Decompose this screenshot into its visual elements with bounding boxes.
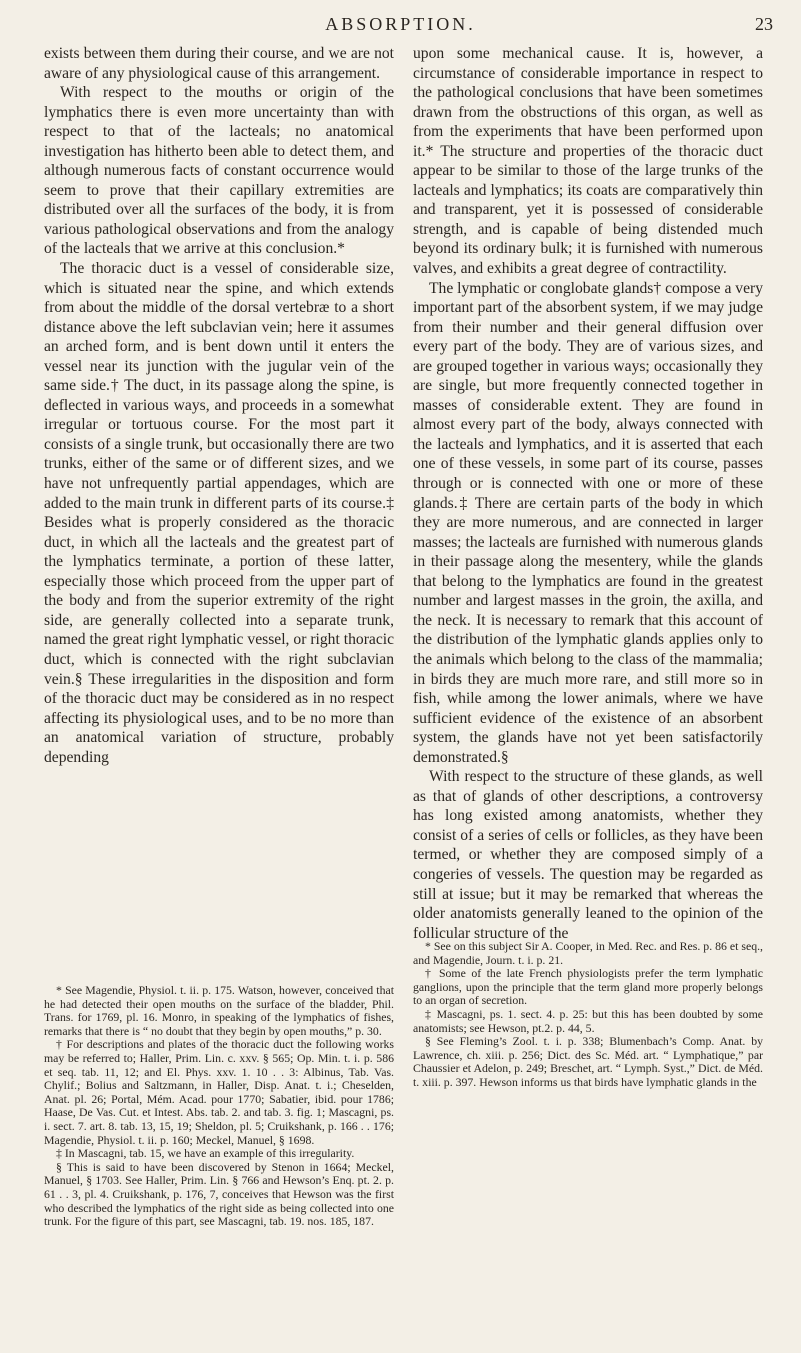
- footnote: * See Magendie, Physiol. t. ii. p. 175. Watson, however, conceived that he had detected their open mouths on the surface of the bladder, Phil. Trans. for 1769, pl. 16. Monro, in speaking of the lymphatics of fishes, remarks that there is “ no doubt that they begin by open mouths,” p. 30.: [44, 983, 394, 1038]
- paragraph: exists between them during their course, and we are not aware of any physiological cause of this arrangement.: [44, 45, 394, 82]
- page-header: [0, 10, 801, 40]
- right-column: [413, 44, 763, 1089]
- footnote: † Some of the late French physiologists prefer the term lymphatic ganglions, upon the principle that the term gland more properly belongs to an organ of secretion.: [413, 966, 763, 1008]
- footnote: * See on this subject Sir A. Cooper, in Med. Rec. and Res. p. 86 et seq., and Magendie, Journ. t. i. p. 21.: [413, 939, 763, 967]
- page-number: 23: [755, 14, 773, 34]
- footnotes: [44, 984, 394, 1229]
- footnote: ‡ Mascagni, ps. 1. sect. 4. p. 25: but this has been doubted by some anatomists; see Hewson, pt.2. p. 44, 5.: [413, 1006, 763, 1035]
- footnotes: [413, 940, 763, 1090]
- footnote: § See Fleming’s Zool. t. i. p. 338; Blumenbach’s Comp. Anat. by Lawrence, ch. xiii. p. 256; Dict. des Sc. Méd. art. “ Lymphatique,” par Chaussier et Adelon, p. 249; Breschet, art. “ Lymph. Syst.,” Dict. de Méd. t. xiii. p. 397. Hewson informs us that birds have lymphatic glands in the: [413, 1034, 763, 1089]
- left-column: [44, 44, 394, 1229]
- paragraph: With respect to the mouths or origin of the lymphatics there is even more uncertainty than with respect to that of the lacteals; no anatomical investigation has hitherto been able to detect them, and although numerous facts of constant occurrence would seem to prove that their capillary extremities are distributed over all the surfaces of the body, it is from various pathological observations and from the analogy of the lacteals that we arrive at this conclusion.*: [44, 84, 394, 258]
- paragraph: With respect to the structure of these glands, as well as that of glands of other descriptions, a controversy has long existed among anatomists, whether they consist of a series of cells or follicles, as they have been termed, or whether they are composed simply of a congeries of vessels. The question may be regarded as still at issue; but it may be remarked that whereas the older anatomists generally leaned to the opinion of the follicular structure of the: [413, 768, 763, 942]
- paragraph: The lymphatic or conglobate glands† compose a very important part of the absorbent system, if we may judge from their number and their general diffusion over every part of the body. They are of various sizes, and are grouped together in various ways; occasionally they are single, but more frequently connected together in masses of considerable extent. They are found in almost every part of the body, always connected with the lacteals and lymphatics, and it is asserted that each one of these vessels, in some part of its course, passes through or is connected with one or more of these glands.‡ There are certain parts of the body in which they are more numerous, and are connected in larger masses; the lacteals are furnished with numerous glands in their passage along the mesentery, while the glands that belong to the lymphatics are found in the greatest number and largest masses in the groin, the axilla, and the neck. It is necessary to remark that this account of the distribution of the lymphatic glands applies only to the animals which belong to the class of the mammalia; in birds they are much more rare, and still more so in fish, while among the lower animals, where we have sufficient evidence of the existence of an absorbent system, the glands have not yet been satisfactorily demonstrated.§: [413, 279, 763, 766]
- footnote: † For descriptions and plates of the thoracic duct the following works may be referred to; Haller, Prim. Lin. c. xxv. § 565; Op. Min. t. i. p. 586 et seq. tab. 11, 12; and El. Phys. xxv. 1. 10 . . 3: Albinus, Tab. Vas. Chylif.; Bolius and Saltzmann, in Haller, Disp. Anat. t. i.; Cheselden, Anat. pl. 26; Portal, Mém. Acad. pour 1770; Sabatier, ibid. pour 1786; Haase, De Vas. Cut. et Intest. Abs. tab. 2. and tab. 3. fig. 1; Mascagni, ps. i. sect. 7. art. 8. tab. 13, 15, 19; Sheldon, pl. 5; Cruikshank, p. 166 . . 176; Magendie, Physiol. t. ii. p. 160; Meckel, Manuel, § 1698.: [44, 1037, 394, 1147]
- footnote: ‡ In Mascagni, tab. 15, we have an example of this irregularity.: [56, 1146, 355, 1161]
- paragraph: The thoracic duct is a vessel of considerable size, which is situated near the spine, and which extends from about the middle of the dorsal vertebræ to a short distance above the left subclavian vein; here it assumes an arched form, and is bent down until it enters the vessel near its junction with the jugular vein of the same side.† The duct, in its passage along the spine, is deflected in various ways, and proceeds in a somewhat irregular or tortuous course. For the most part it consists of a single trunk, but occasionally there are two trunks, either of the same or of different sizes, and we have not unfrequently partial appendages, which are added to the main trunk in different parts of its course.‡ Besides what is properly considered as the thoracic duct, in which all the lacteals and the greatest part of the lymphatics terminate, a portion of these latter, especially those which proceed from the upper part of the body and from the superior extremity of the right side, are generally collected into a separate trunk, named the great right lymphatic vessel, or right thoracic duct, which is connected with the right subclavian vein.§ These irregularities in the disposition and form of the thoracic duct may be considered as in no respect affecting its physiological uses, and to be no more than an anatomical variation of structure, probably depending: [44, 260, 394, 766]
- paragraph: upon some mechanical cause. It is, however, a circumstance of considerable importance in respect to the pathological conclusions that have been sometimes drawn from the obstructions of this organ, as well as from the experiments that have been performed upon it.* The structure and properties of the thoracic duct appear to be similar to those of the large trunks of the lacteals and lymphatics; its coats are comparatively thin and transparent, yet it is possessed of considerable strength, and is capable of being distended much beyond its ordinary bulk; it is furnished with numerous valves, and exhibits a great degree of contractility.: [413, 45, 763, 278]
- footnote: § This is said to have been discovered by Stenon in 1664; Meckel, Manuel, § 1703. See Haller, Prim. Lin. § 766 and Hewson’s Enq. pt. 2. p. 61 . . 3, pl. 4. Cruikshank, p. 176, 7, conceives that Hewson was the first who described the lymphatics of the right side as being collected into one trunk. For the figure of this part, see Mascagni, tab. 19. nos. 185, 187.: [44, 1159, 394, 1229]
- running-title: ABSORPTION.: [325, 14, 476, 34]
